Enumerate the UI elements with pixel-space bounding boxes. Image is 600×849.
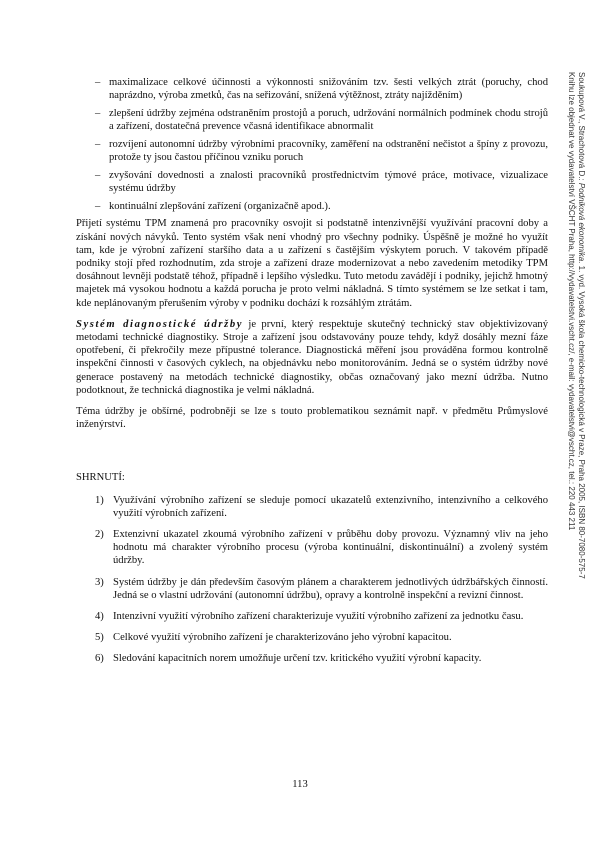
dash-bullet-icon: – xyxy=(95,200,101,212)
list-item: 5) Celkové využití výrobního zařízení je charakterizováno jeho výrobní kapacitou. xyxy=(95,632,452,644)
dash-bullet-icon: – xyxy=(95,107,101,119)
order-info-line: Knihu lze objednat ve vydavatelství VŠCHT Praha, http://vydavatelstvi.vscht.cz/, e-mail: vydavatelstvi@vscht.cz, tel.: 220 443 211 xyxy=(567,72,576,531)
summary-list xyxy=(76,494,548,666)
dash-bullet-icon: – xyxy=(95,138,101,150)
summary-heading: SHRNUTÍ: xyxy=(76,472,125,484)
diagnostic-maintenance-term: Systém diagnostické údržby xyxy=(76,318,244,330)
list-item: 3) Systém údržby je dán především časovým plánem a charakterem jednotlivých údržbářských činností. Jedná se o vlastní udržování (autonomní údržbu), opravy a kontrolně inspekční a revizní činnost. xyxy=(95,576,548,601)
dash-bullet-icon: – xyxy=(95,169,101,181)
list-item: – maximalizace celkové účinnosti a výkonnosti snižováním tzv. šesti velkých ztrát (poruchy, chod naprázdno, výroba zmetků, čas na seřizování, snížená výtěžnost, ztráty najížděním) xyxy=(95,77,548,102)
list-item: – zlepšení údržby zejména odstraněním prostojů a poruch, udržování normálních podmínek chodu strojů a zařízení, dostatečná prevence včasná identifikace abnormalit xyxy=(95,107,548,133)
tpm-paragraph: Přijetí systému TPM znamená pro pracovníky osvojit si podstatně intenzivnější využívání pracovní doby a získání nových návyků. Tento systém však není vhodný pro všechny podniky. Úspěšně je možné ho využít tam, kde je výrobní zařízení staršího data a u zařízení s častějším výskytem poruch. V takovém případě podniky stojí před rozhodnutím, zda stroje a zařízení draze modernizovat a nebo zavedením metodiky TPM dosáhnout levněji podstatě téhož, případně i lepšího výsledku. Tuto metodu zavádějí i podniky, jejichž hmotný majetek má vysokou hodnotu a každá porucha je proto velmi nákladná. S tímto systémem se lze setkat i tam, kde neplánovaným přerušením výroby v podniku dochází k rozsáhlým ztrátám. xyxy=(76,218,548,309)
dash-bullet-icon: – xyxy=(95,77,101,88)
citation-line: Soukupová V., Strachotová D.: Podniková ekonomika. 1. vyd. Vysoká škola chemicko-technologická v Praze, Praha 2005, ISBN 80-7080-575-7 xyxy=(577,72,586,579)
diagnostic-maintenance-paragraph: Systém diagnostické údržby je první, který respektuje skutečný technický stav objektivizovaný metodami technické diagnostiky. Stroje a zařízení jsou odstavovány pouze tehdy, když dosáhly mezní fáze opotřebení, či překročily meze přípustné tolerance. Diagnostická měření jsou prováděna formou kontrolně inspekční činnosti v časových cyklech, na objednávku nebo monitorováním. Jedná se o systém údržby nové generace postavený na metodách technické diagnostiky, občas označovaný jako mezní údržba. Nutno podotknout, že technická diagnostika je velmi nákladná. xyxy=(76,318,548,396)
list-item: 6) Sledování kapacitních norem umožňuje určení tzv. kritického využití výrobní kapacity. xyxy=(95,653,482,665)
list-item: – kontinuální zlepšování zařízení (organizačně apod.). xyxy=(95,200,331,212)
list-item: – rozvíjení autonomní údržby výrobními pracovníky, zaměření na odstranění nečistot a špíny z provozu, protože ty jsou častou příčinou vzniku poruch xyxy=(95,138,548,164)
list-item: 2) Extenzivní ukazatel zkoumá výrobního zařízení v průběhu doby provozu. Významný vliv na jeho hodnotu má charakter výrobního procesu (výroba kontinuální, diskontinuální) a zvolený systém údržby. xyxy=(95,528,548,567)
topic-paragraph: Téma údržby je obšírné, podrobněji se lze s touto problematikou seznámit např. v předmětu Průmyslové inženýrství. xyxy=(76,405,548,431)
list-item: 1) Využívání výrobního zařízení se sleduje pomocí ukazatelů extenzivního, intenzivního a celkového využití výrobních zařízení. xyxy=(95,494,548,519)
page-body xyxy=(76,76,548,674)
side-citation xyxy=(566,72,586,579)
page-number: 113 xyxy=(292,779,308,790)
list-item: – zvyšování dovednosti a znalosti pracovníků prostřednictvím týmové práce, motivace, vizualizace systému údržby xyxy=(95,169,548,194)
list-item: 4) Intenzivní využití výrobního zařízení charakterizuje využití výrobního zařízení za jednotku času. xyxy=(95,611,524,622)
goals-list xyxy=(76,76,548,213)
